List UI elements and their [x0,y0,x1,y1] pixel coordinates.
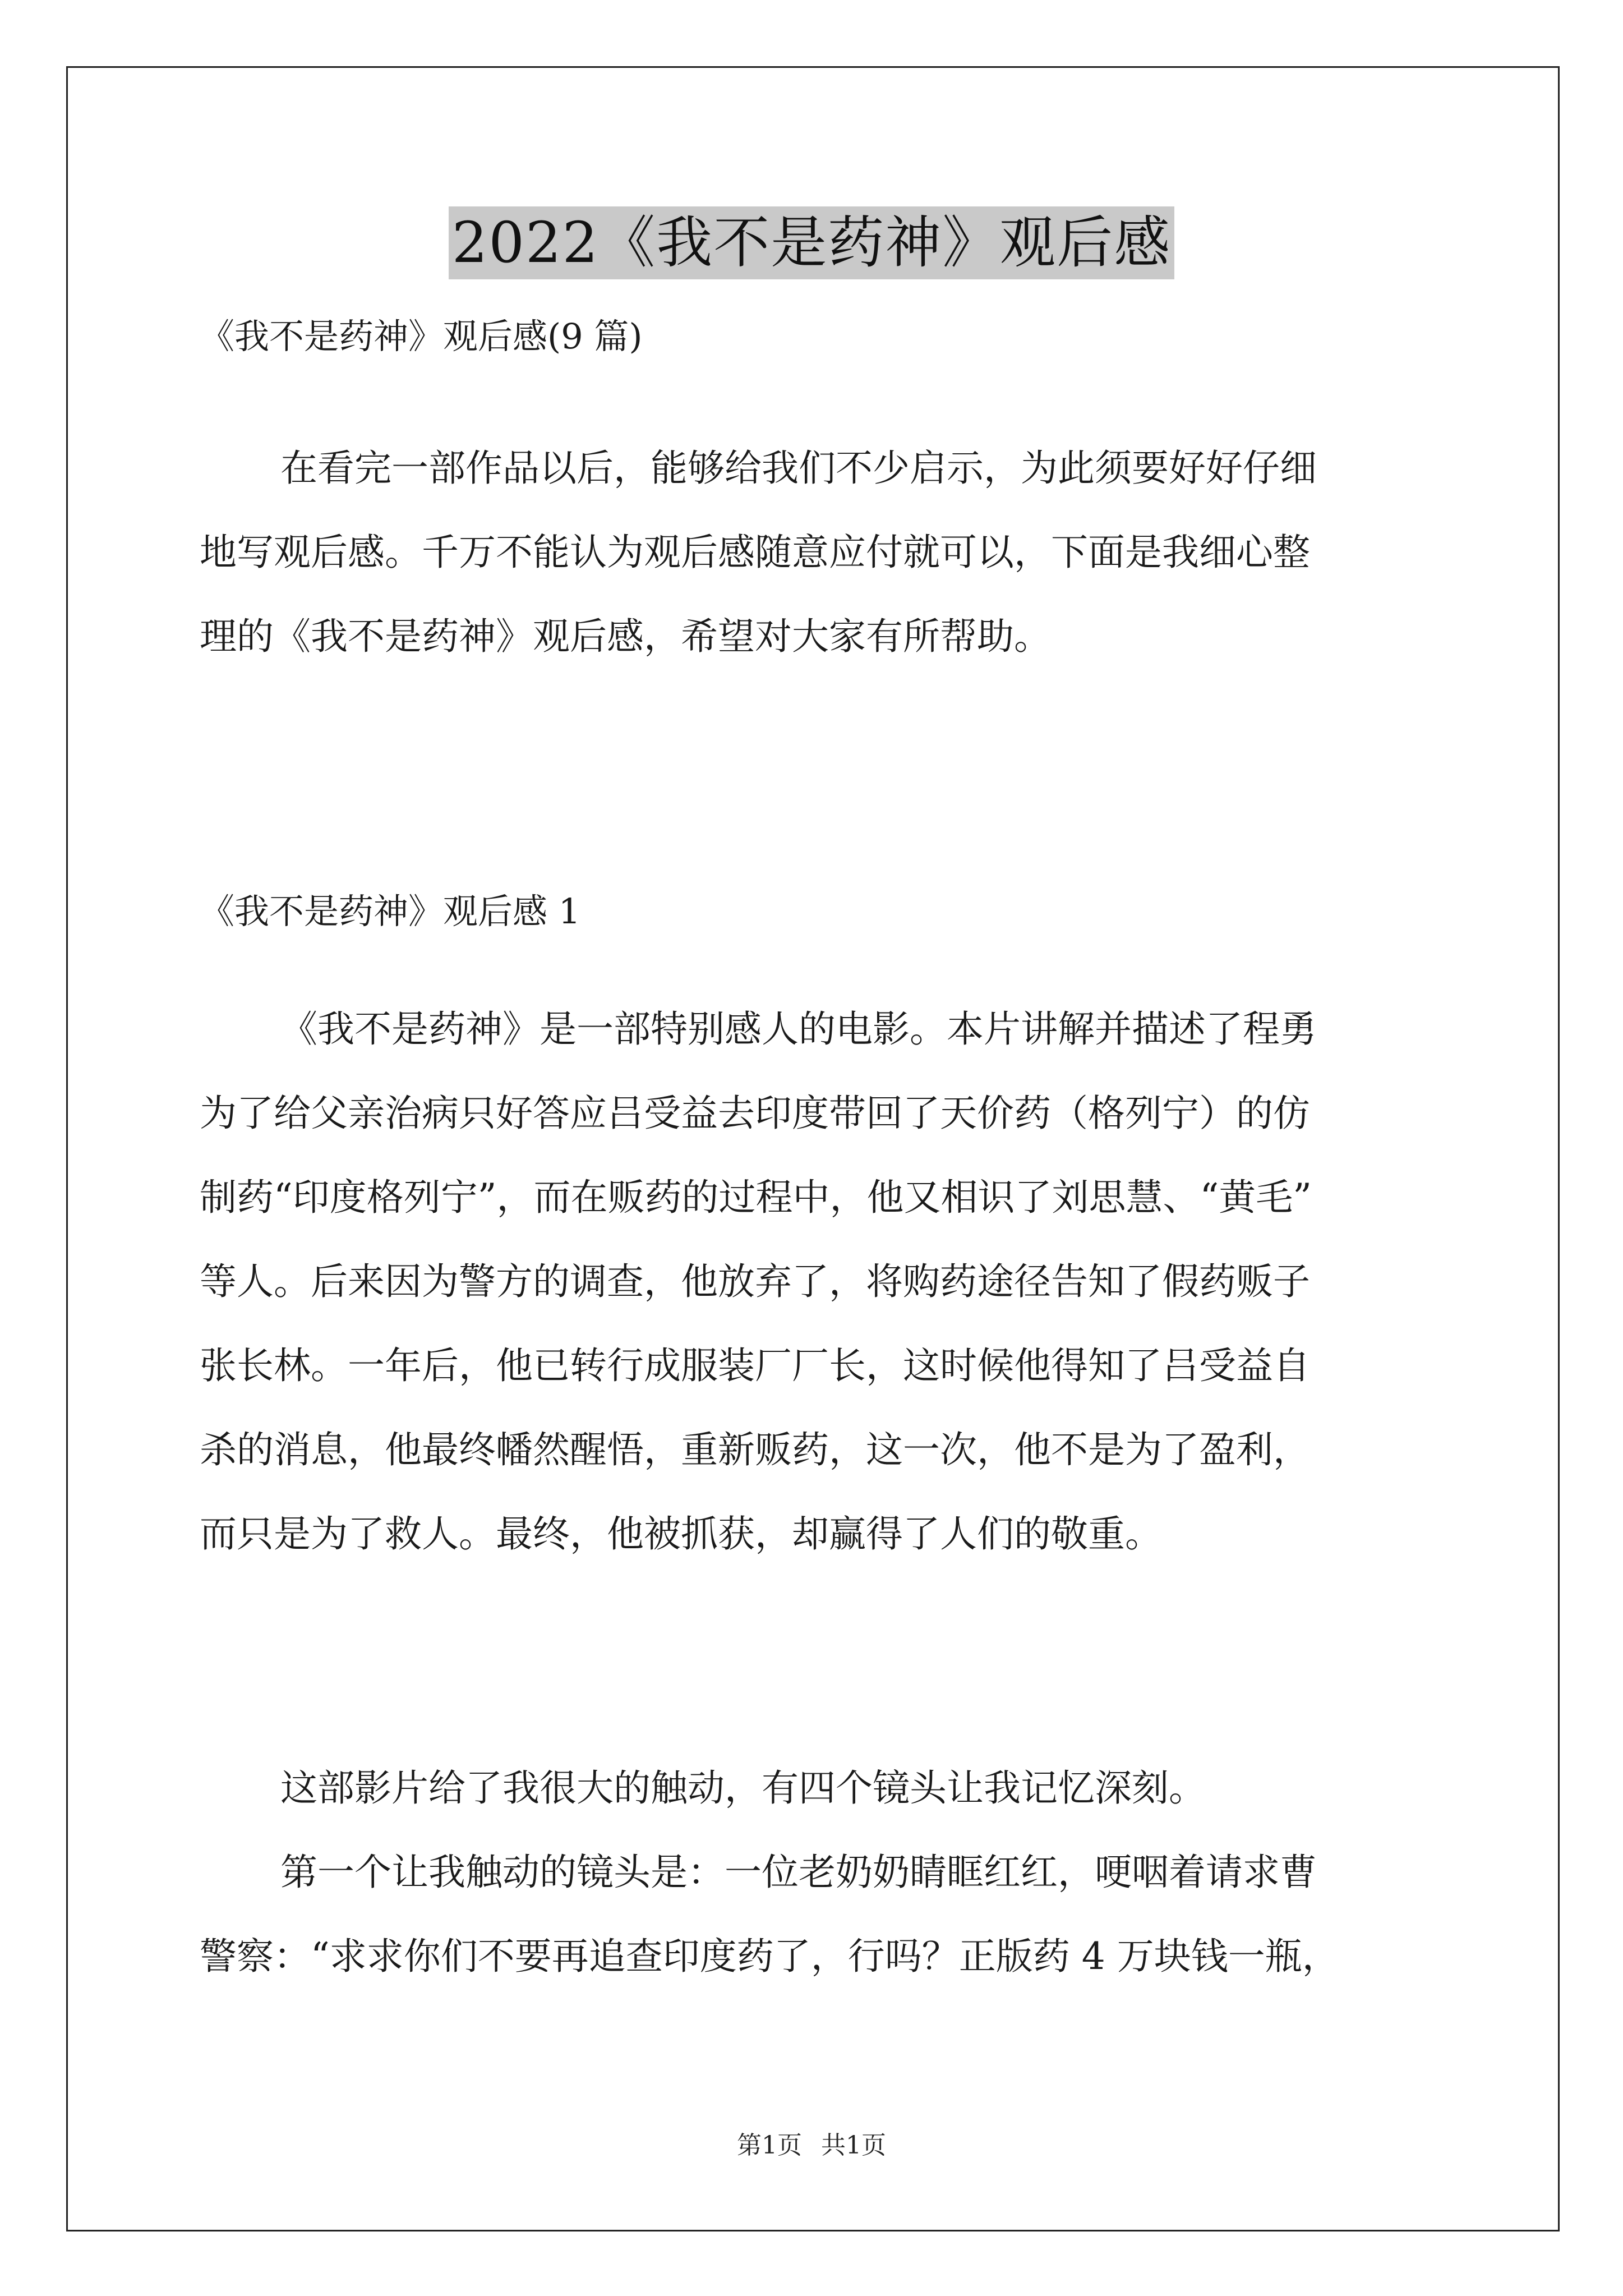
body-paragraph-2 [200,1746,1433,1830]
paragraph-line: 警察：“求求你们不要再追查印度药了，行吗？正版药 4 万块钱一瓶， [200,1935,1339,1978]
intro-line: 理的《我不是药神》观后感，希望对大家有所帮助。 [200,615,1051,658]
intro-line: 地写观后感。千万不能认为观后感随意应付就可以，下面是我细心整 [200,531,1310,574]
paragraph-line: 等人。后来因为警方的调查，他放弃了，将购药途径告知了假药贩子 [200,1260,1310,1303]
intro-paragraph [200,426,1433,679]
intro-line: 在看完一部作品以后，能够给我们不少启示，为此须要好好仔细 [280,447,1317,490]
body-paragraph-1 [200,987,1433,1576]
document-subtitle: 《我不是药神》观后感(9 篇) [200,316,643,357]
document-title: 2022《我不是药神》观后感 [449,206,1175,279]
page-total: 共1页 [821,2131,886,2160]
paragraph-line: 为了给父亲治病只好答应吕受益去印度带回了天价药（格列宁）的仿 [200,1092,1310,1135]
paragraph-line: 第一个让我触动的镜头是：一位老奶奶睛眶红红，哽咽着请求曹 [280,1851,1317,1894]
paragraph-line: 张长林。一年后，他已转行成服装厂厂长，这时候他得知了吕受益自 [200,1344,1310,1387]
body-paragraph-3 [200,1830,1433,1999]
paragraph-line: 制药“印度格列宁”，而在贩药的过程中，他又相识了刘思慧、“黄毛” [200,1176,1312,1219]
paragraph-line: 《我不是药神》是一部特别感人的电影。本片讲解并描述了程勇 [280,1007,1317,1051]
paragraph-line: 而只是为了救人。最终，他被抓获，却赢得了人们的敬重。 [200,1512,1162,1556]
section-heading: 《我不是药神》观后感 1 [200,891,581,932]
paragraph-line: 杀的消息，他最终幡然醒悟，重新贩药，这一次，他不是为了盈利， [200,1428,1310,1471]
paragraph-line: 这部影片给了我很大的触动，有四个镜头让我记忆深刻。 [280,1766,1206,1810]
page-footer [0,2129,1623,2162]
title-block [0,206,1623,279]
page-number: 第1页 [737,2131,802,2160]
